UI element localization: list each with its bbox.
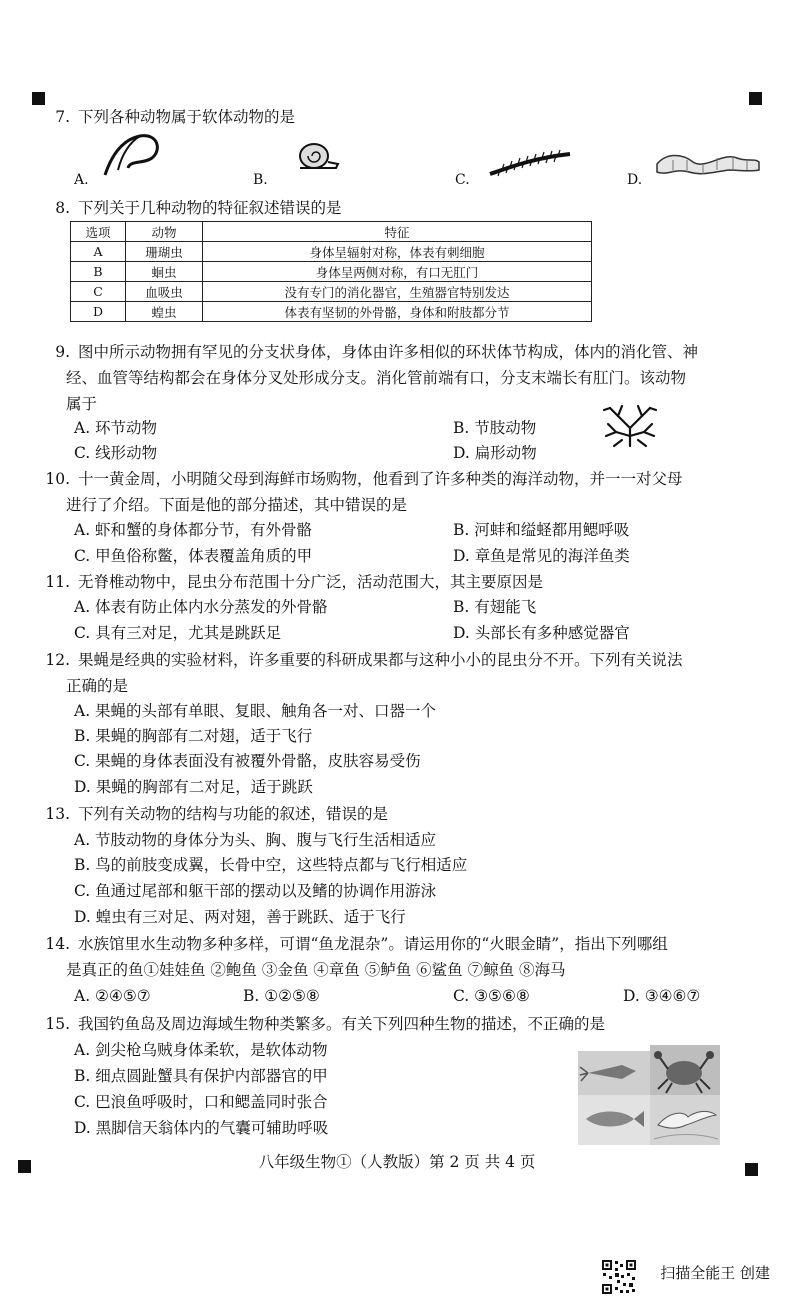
- table-cell: 蝗虫: [126, 302, 203, 322]
- table-cell: 没有专门的消化器官，生殖器官特别发达: [203, 282, 592, 302]
- option-label: C.: [455, 172, 470, 188]
- option-d: [627, 172, 642, 188]
- question-number: 13.: [45, 805, 70, 823]
- question-stem: 无脊椎动物中，昆虫分布范围十分广泛，活动范围大，其主要原因是: [78, 573, 544, 591]
- option-a: A. 果蝇的头部有单眼、复眼、触角各一对、口器一个: [74, 702, 437, 720]
- option-b: B. ①②⑤⑧: [243, 987, 320, 1005]
- option-label: B.: [253, 172, 268, 188]
- question-stem-line: 属于: [66, 395, 98, 413]
- question-stem-line: 正确的是: [66, 677, 129, 695]
- question-number: 15.: [45, 1015, 70, 1033]
- question-stem: 下列有关动物的结构与功能的叙述，错误的是: [78, 805, 389, 823]
- question-7: [40, 104, 295, 130]
- option-c: C. 巴浪鱼呼吸时，口和鳃盖同时张合: [74, 1093, 328, 1111]
- table-cell: 血吸虫: [126, 282, 203, 302]
- marine-animals-photo: [578, 1045, 720, 1145]
- branching-worm-icon: [600, 402, 660, 450]
- snail-icon: [292, 138, 342, 174]
- table-cell: A: [71, 242, 126, 262]
- option-d: D. 章鱼是常见的海洋鱼类: [453, 547, 630, 565]
- question-stem: 十一黄金周，小明随父母到海鲜市场购物，他看到了许多种类的海洋动物，并一一对父母: [78, 470, 683, 488]
- table-cell: 珊瑚虫: [126, 242, 203, 262]
- table-cell: 体表有坚韧的外骨骼，身体和附肢都分节: [203, 302, 592, 322]
- question-12: [40, 647, 683, 673]
- table-cell: 身体呈两侧对称，有口无肛门: [203, 262, 592, 282]
- question-10: [40, 466, 683, 492]
- question-11: [40, 569, 543, 595]
- page-footer: 八年级生物①（人教版）第 2 页 共 4 页: [258, 1153, 536, 1171]
- question-stem: 下列关于几种动物的特征叙述错误的是: [78, 199, 342, 217]
- option-d: D. 蝗虫有三对足、两对翅，善于跳跃、适于飞行: [74, 908, 406, 926]
- option-label: A.: [74, 172, 89, 188]
- option-b: B. 河蚌和缢蛏都用鳃呼吸: [453, 521, 630, 539]
- table-row: [71, 302, 592, 322]
- option-d: D. ③④⑥⑦: [623, 987, 701, 1005]
- question-number: 8.: [55, 199, 70, 217]
- question-14: [40, 931, 668, 957]
- option-label: D.: [627, 172, 643, 188]
- centipede-icon: [488, 148, 573, 178]
- question-13: [40, 801, 388, 827]
- table-cell: B: [71, 262, 126, 282]
- question-stem: 水族馆里水生动物多种多样，可谓“鱼龙混杂”。请运用你的“火眼金睛”，指出下列哪组: [78, 935, 668, 953]
- option-c: [455, 172, 470, 188]
- table-cell: 蛔虫: [126, 262, 203, 282]
- question-stem: 果蝇是经典的实验材料，许多重要的科研成果都与这种小小的昆虫分不开。下列有关说法: [78, 651, 683, 669]
- option-c: C. 具有三对足，尤其是跳跃足: [74, 624, 282, 642]
- question-stem: 下列各种动物属于软体动物的是: [78, 108, 296, 126]
- question-stem: 我国钓鱼岛及周边海域生物种类繁多。有关下列四种生物的描述，不正确的是: [78, 1015, 606, 1033]
- option-d: D. 扁形动物: [453, 444, 537, 462]
- option-c: C. ③⑤⑥⑧: [453, 987, 530, 1005]
- features-table: [70, 221, 592, 322]
- option-d: D. 黑脚信天翁体内的气囊可辅助呼吸: [74, 1119, 329, 1137]
- option-c: C. 甲鱼俗称鳖，体表覆盖角质的甲: [74, 547, 313, 565]
- question-8: [40, 195, 342, 221]
- table-cell: 身体呈辐射对称，体表有刺细胞: [203, 242, 592, 262]
- option-b: B. 鸟的前肢变成翼，长骨中空，这些特点都与飞行相适应: [74, 856, 468, 874]
- table-header: 选项: [71, 222, 126, 242]
- question-number: 9.: [55, 343, 70, 361]
- question-number: 12.: [45, 651, 70, 669]
- option-a: A. 剑尖枪乌贼身体柔软，是软体动物: [74, 1041, 328, 1059]
- option-a: A. 体表有防止体内水分蒸发的外骨骼: [74, 598, 328, 616]
- option-b: B. 节肢动物: [453, 419, 537, 437]
- question-number: 14.: [45, 935, 70, 953]
- option-a: [74, 172, 89, 188]
- option-c: C. 果蝇的身体表面没有被覆外骨骼，皮肤容易受伤: [74, 752, 421, 770]
- table-cell: C: [71, 282, 126, 302]
- option-a: A. 节肢动物的身体分为头、胸、腹与飞行生活相适应: [74, 831, 437, 849]
- question-stem-line: 经、血管等结构都会在身体分叉处形成分支。消化管前端有口，分支末端长有肛门。该动物: [66, 369, 687, 387]
- question-stem-line: 是真正的鱼①娃娃鱼 ②鲍鱼 ③金鱼 ④章鱼 ⑤鲈鱼 ⑥鲨鱼 ⑦鲸鱼 ⑧海马: [66, 961, 566, 979]
- option-d: D. 头部长有多种感觉器官: [453, 624, 630, 642]
- option-b: B. 细点圆趾蟹具有保护内部器官的甲: [74, 1067, 328, 1085]
- table-row: [71, 242, 592, 262]
- question-number: 10.: [45, 470, 70, 488]
- option-b: [253, 172, 268, 188]
- worm-icon: [100, 130, 170, 180]
- option-c: C. 鱼通过尾部和躯干部的摆动以及鳍的协调作用游泳: [74, 882, 437, 900]
- question-number: 11.: [45, 573, 70, 591]
- option-c: C. 线形动物: [74, 444, 158, 462]
- question-number: 7.: [55, 108, 70, 126]
- option-a: A. 环节动物: [74, 419, 158, 437]
- table-header: 动物: [126, 222, 203, 242]
- question-9: [40, 339, 698, 365]
- table-header-row: [71, 222, 592, 242]
- question-15: [40, 1011, 605, 1037]
- option-b: B. 果蝇的胸部有二对翅，适于飞行: [74, 727, 313, 745]
- registration-mark-top-right: [749, 92, 762, 105]
- scanner-brand-text: 扫描全能王 创建: [660, 1264, 770, 1282]
- table-cell: D: [71, 302, 126, 322]
- option-b: B. 有翅能飞: [453, 598, 537, 616]
- qr-code-icon: [601, 1259, 637, 1295]
- option-d: D. 果蝇的胸部有二对足，适于跳跃: [74, 778, 313, 796]
- question-stem-line: 进行了介绍。下面是他的部分描述，其中错误的是: [66, 496, 408, 514]
- question-stem: 图中所示动物拥有罕见的分支状身体，身体由许多相似的环状体节构成，体内的消化管、神: [78, 343, 699, 361]
- table-row: [71, 262, 592, 282]
- option-a: A. ②④⑤⑦: [74, 987, 151, 1005]
- option-a: A. 虾和蟹的身体都分节，有外骨骼: [74, 521, 313, 539]
- table-header: 特征: [203, 222, 592, 242]
- caterpillar-icon: [653, 148, 763, 178]
- table-row: [71, 282, 592, 302]
